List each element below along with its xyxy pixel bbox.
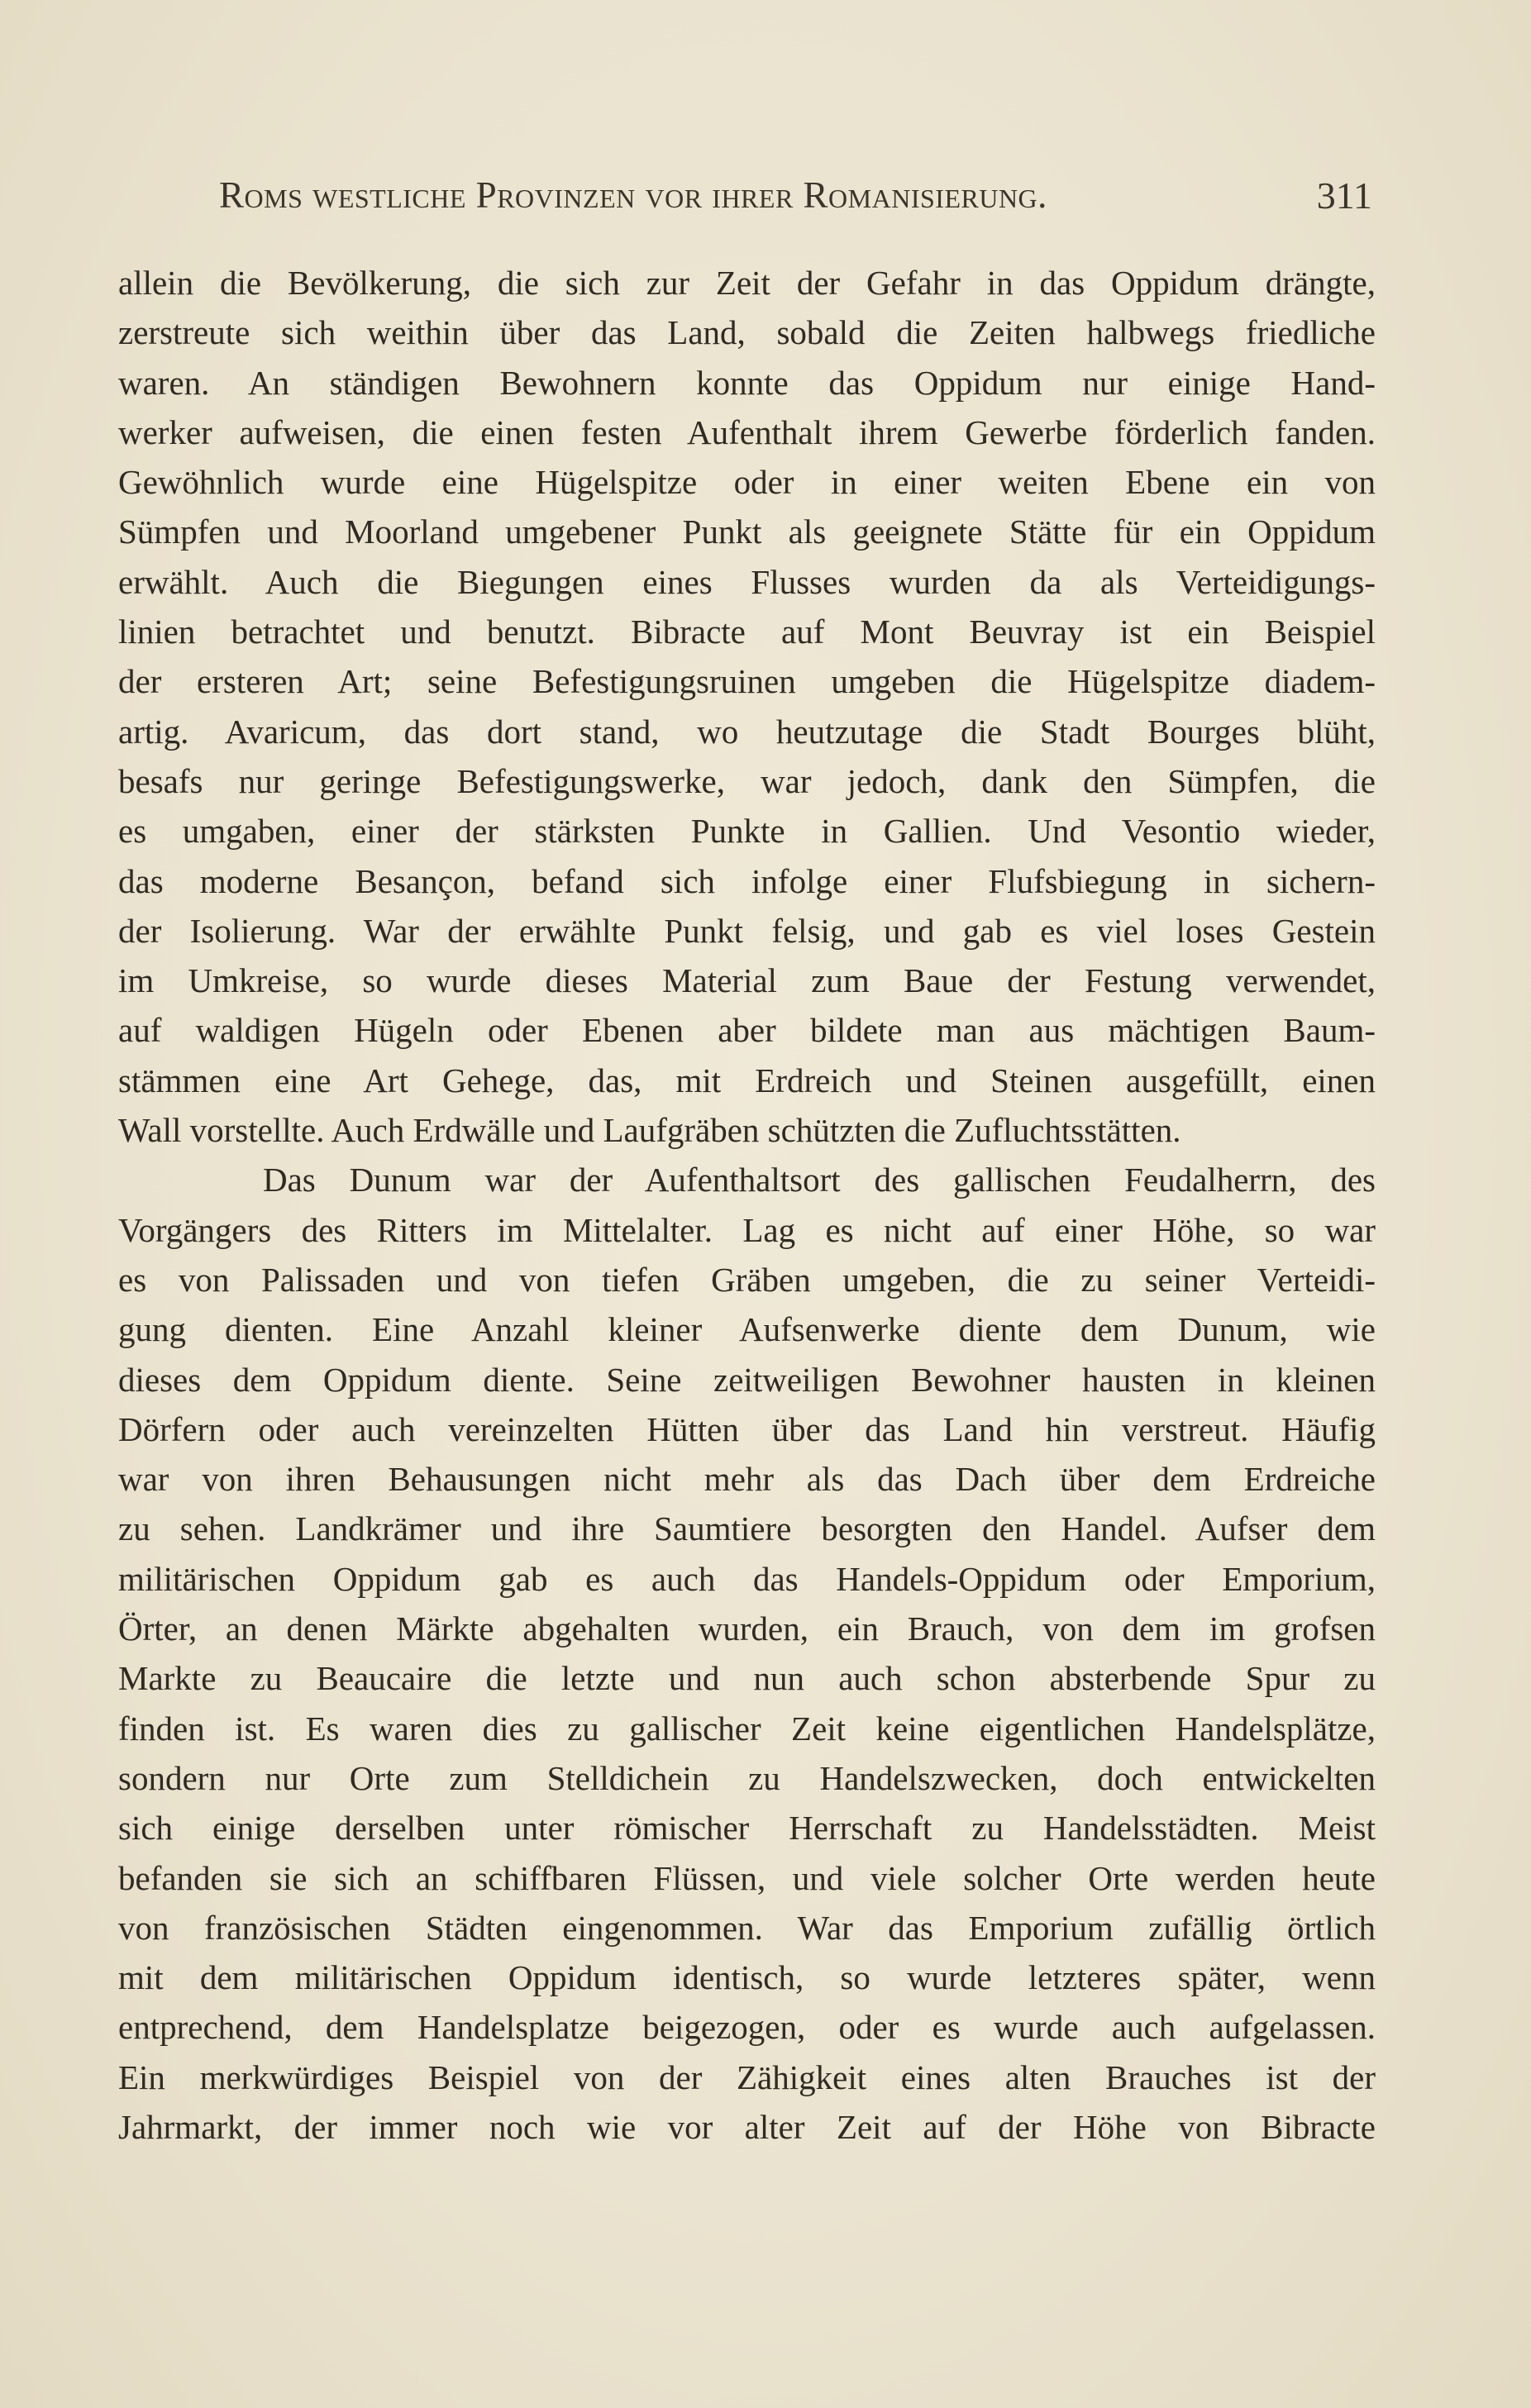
text-line: Ein merkwürdiges Beispiel von der Zähigkeit eines alten Brauches ist der	[118, 2058, 1376, 2096]
page-number: 311	[1316, 174, 1372, 217]
text-line: Vorgängers des Ritters im Mittelalter. Lag es nicht auf einer Höhe, so war	[118, 1210, 1376, 1249]
text-line: allein die Bevölkerung, die sich zur Zeit der Gefahr in das Oppidum drängte,	[118, 264, 1376, 302]
paragraph-end-line: Wall vorstellte. Auch Erdwälle und Laufgräben schützten die Zufluchtsstätten.	[118, 1111, 1181, 1150]
text-line: im Umkreise, so wurde dieses Material zum Baue der Festung verwendet,	[118, 961, 1376, 1000]
text-line: das moderne Besançon, befand sich infolge einer Flufsbiegung in sichern-	[118, 861, 1376, 900]
text-line: zu sehen. Landkrämer und ihre Saumtiere besorgten den Handel. Aufser dem	[118, 1509, 1376, 1548]
text-line: Örter, an denen Märkte abgehalten wurden, ein Brauch, von dem im grofsen	[118, 1609, 1376, 1648]
text-line: befanden sie sich an schiffbaren Flüssen, und viele solcher Orte werden heute	[118, 1858, 1376, 1897]
text-line: der ersteren Art; seine Befestigungsruinen umgeben die Hügelspitze diadem-	[118, 662, 1376, 701]
text-line: werker aufweisen, die einen festen Aufenthalt ihrem Gewerbe förderlich fanden.	[118, 412, 1376, 451]
text-line: zerstreute sich weithin über das Land, sobald die Zeiten halbwegs friedliche	[118, 313, 1376, 352]
running-title: Roms westliche Provinzen vor ihrer Romanisierung.	[219, 174, 1047, 216]
text-line: dieses dem Oppidum diente. Seine zeitweiligen Bewohner hausten in kleinen	[118, 1360, 1376, 1399]
text-line: Gewöhnlich wurde eine Hügelspitze oder in einer weiten Ebene ein von	[118, 463, 1376, 502]
page-header	[219, 174, 1372, 231]
text-line: besafs nur geringe Befestigungswerke, war jedoch, dank den Sümpfen, die	[118, 761, 1376, 800]
text-line: der Isolierung. War der erwählte Punkt felsig, und gab es viel loses Gestein	[118, 911, 1376, 950]
text-line: militärischen Oppidum gab es auch das Handels-Oppidum oder Emporium,	[118, 1559, 1376, 1598]
text-line: Dörfern oder auch vereinzelten Hütten über das Land hin verstreut. Häufig	[118, 1409, 1376, 1448]
body-text	[118, 258, 1376, 2152]
text-line: Jahrmarkt, der immer noch wie vor alter Zeit auf der Höhe von Bibracte	[118, 2107, 1376, 2146]
text-line: Sümpfen und Moorland umgebener Punkt als geeignete Stätte für ein Oppidum	[118, 513, 1376, 551]
text-line: sondern nur Orte zum Stelldichein zu Handelszwecken, doch entwickelten	[118, 1758, 1376, 1797]
text-line: gung dienten. Eine Anzahl kleiner Aufsenwerke diente dem Dunum, wie	[118, 1310, 1376, 1349]
text-line: erwählt. Auch die Biegungen eines Flusses wurden da als Verteidigungs-	[118, 562, 1376, 601]
text-line: es umgaben, einer der stärksten Punkte in Gallien. Und Vesontio wieder,	[118, 812, 1376, 851]
text-line: war von ihren Behausungen nicht mehr als das Dach über dem Erdreiche	[118, 1460, 1376, 1499]
text-line: stämmen eine Art Gehege, das, mit Erdreich und Steinen ausgefüllt, einen	[118, 1061, 1376, 1099]
text-line: mit dem militärischen Oppidum identisch, so wurde letzteres später, wenn	[118, 1958, 1376, 1997]
text-line: linien betrachtet und benutzt. Bibracte auf Mont Beuvray ist ein Beispiel	[118, 613, 1376, 651]
text-line: artig. Avaricum, das dort stand, wo heutzutage die Stadt Bourges blüht,	[118, 712, 1376, 751]
paragraph-start-line: Das Dunum war der Aufenthaltsort des gallischen Feudalherrn, des	[263, 1161, 1376, 1199]
text-line: es von Palissaden und von tiefen Gräben umgeben, die zu seiner Verteidi-	[118, 1260, 1376, 1299]
text-line: Markte zu Beaucaire die letzte und nun auch schon absterbende Spur zu	[118, 1659, 1376, 1698]
text-line: sich einige derselben unter römischer Herrschaft zu Handelsstädten. Meist	[118, 1809, 1376, 1848]
text-line: waren. An ständigen Bewohnern konnte das Oppidum nur einige Hand-	[118, 363, 1376, 402]
text-line: finden ist. Es waren dies zu gallischer Zeit keine eigentlichen Handelsplätze,	[118, 1709, 1376, 1748]
text-line: von französischen Städten eingenommen. War das Emporium zufällig örtlich	[118, 1908, 1376, 1947]
text-line: entprechend, dem Handelsplatze beigezogen, oder es wurde auch aufgelassen.	[118, 2008, 1376, 2047]
text-line: auf waldigen Hügeln oder Ebenen aber bildete man aus mächtigen Baum-	[118, 1011, 1376, 1050]
